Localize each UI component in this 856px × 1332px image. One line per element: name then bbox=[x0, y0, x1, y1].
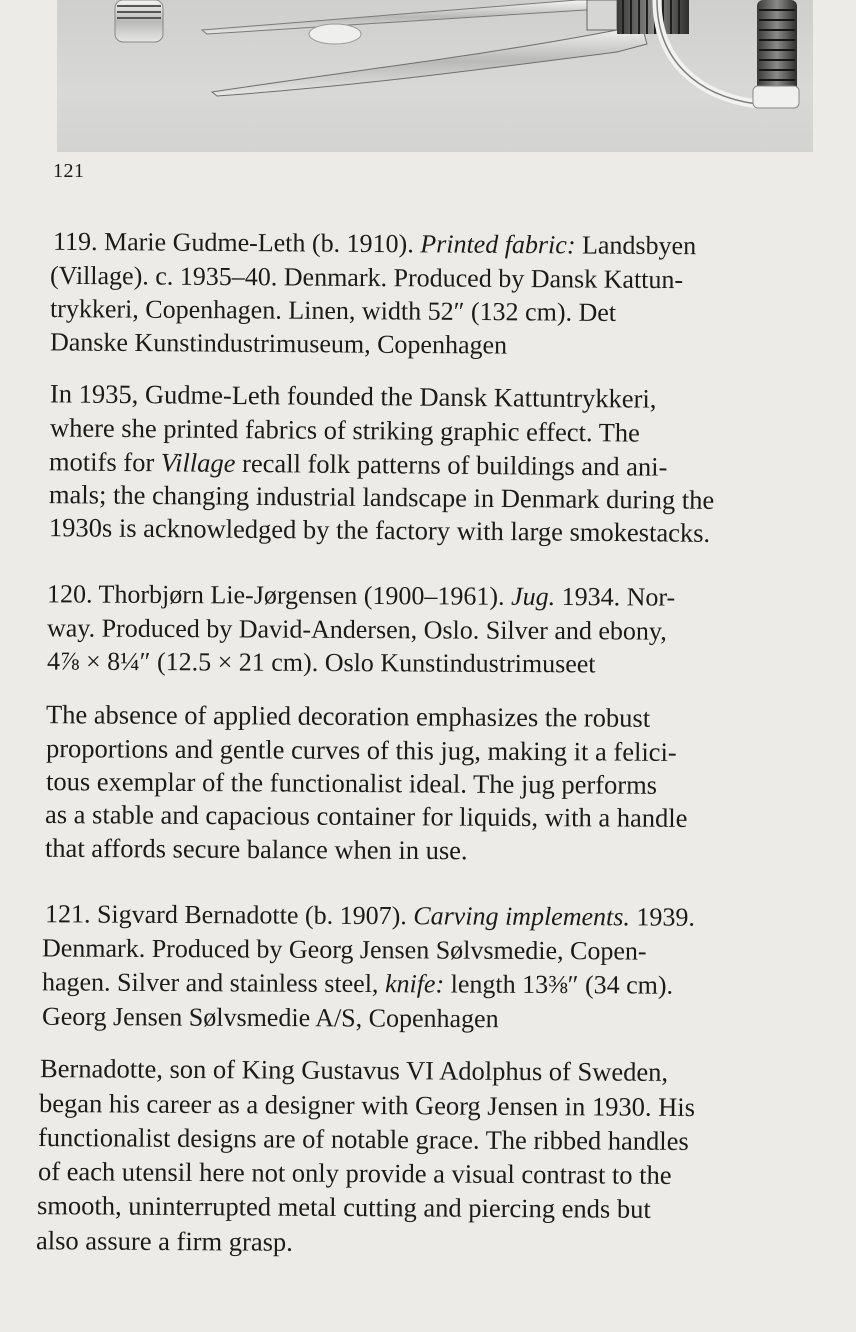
caption-line: 119. Marie Gudme-Leth (b. 1910). Printed fabric: Landsbyen bbox=[52, 226, 697, 261]
text-line: The absence of applied decoration emphasizes the robust bbox=[45, 699, 651, 733]
caption-line: 120. Thorbjørn Lie-Jørgensen (1900–1961). Jug. 1934. Nor- bbox=[46, 579, 676, 612]
caption-line: Danske Kunstindustrimuseum, Copenhagen bbox=[49, 327, 508, 360]
caption-line: Georg Jensen Sølvsmedie A/S, Copenhagen bbox=[41, 1001, 499, 1034]
text-line: smooth, uninterrupted metal cutting and piercing ends but bbox=[36, 1190, 651, 1224]
text-line: motifs for Village recall folk patterns of buildings and ani- bbox=[48, 446, 668, 482]
text-line: functionalist designs are of notable grace. The ribbed handles bbox=[37, 1122, 689, 1156]
text-line: tous exemplar of the functionalist ideal. The jug performs bbox=[45, 766, 658, 800]
text-line: proportions and gentle curves of this jug, making it a felici- bbox=[45, 733, 677, 767]
text-line: where she printed fabrics of striking graphic effect. The bbox=[49, 412, 641, 448]
caption-line: trykkeri, Copenhagen. Linen, width 52″ (132 cm). Det bbox=[49, 294, 617, 327]
text-line: In 1935, Gudme-Leth founded the Dansk Kattuntrykkeri, bbox=[49, 378, 657, 414]
text-line: that affords secure balance when in use. bbox=[44, 832, 468, 866]
caption-line: way. Produced by David-Andersen, Oslo. Silver and ebony, bbox=[46, 613, 667, 646]
caption-line: (Village). c. 1935–40. Denmark. Produced by Dansk Kattun- bbox=[49, 260, 684, 295]
carving-implements-photo bbox=[57, 0, 813, 152]
text-line: also assure a firm grasp. bbox=[35, 1225, 293, 1257]
text-line: Bernadotte, son of King Gustavus VI Adolphus of Sweden, bbox=[39, 1053, 669, 1087]
text-line: mals; the changing industrial landscape in Denmark during the bbox=[48, 479, 715, 515]
caption-line: 4⅞ × 8¼″ (12.5 × 21 cm). Oslo Kunstindustrimuseet bbox=[46, 646, 596, 679]
caption-line: hagen. Silver and stainless steel, knife: length 13⅜″ (34 cm). bbox=[41, 967, 674, 1000]
text-line: of each utensil here not only provide a visual contrast to the bbox=[37, 1156, 672, 1190]
caption-line: Denmark. Produced by Georg Jensen Sølvsmedie, Copen- bbox=[41, 933, 647, 966]
text-line: began his career as a designer with Georg Jensen in 1930. His bbox=[38, 1087, 696, 1123]
caption-line: 121. Sigvard Bernadotte (b. 1907). Carving implements. 1939. bbox=[44, 899, 695, 932]
figure-number: 121 bbox=[53, 160, 85, 182]
text-line: as a stable and capacious container for liquids, with a handle bbox=[44, 799, 688, 833]
text-line: 1930s is acknowledged by the factory with large smokestacks. bbox=[48, 512, 711, 548]
